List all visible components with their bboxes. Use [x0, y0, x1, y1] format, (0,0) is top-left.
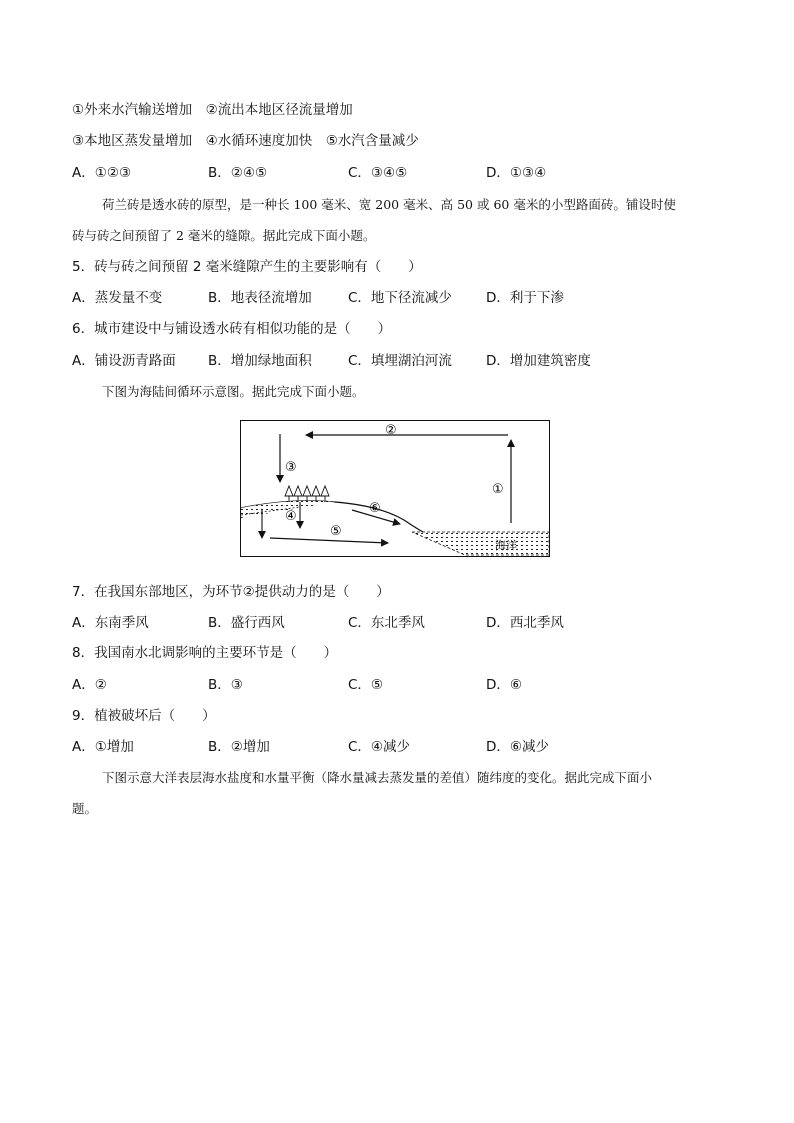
question-6: 6．城市建设中与铺设透水砖有相似功能的是（ ） — [72, 321, 392, 337]
q6-option-a[interactable]: A．铺设沥青路面 — [72, 353, 176, 369]
q8-option-d[interactable]: D．⑥ — [486, 677, 522, 693]
q9-option-c[interactable]: C．④减少 — [348, 739, 411, 755]
q5-option-a[interactable]: A．蒸发量不变 — [72, 290, 163, 306]
q5-option-d[interactable]: D．利于下渗 — [486, 290, 564, 306]
question-9: 9．植被破坏后（ ） — [72, 708, 216, 724]
intro-paragraph-2: 下图为海陆间循环示意图。据此完成下面小题。 — [102, 384, 365, 399]
intro-paragraph-3-line-2: 题。 — [72, 801, 98, 816]
question-8: 8．我国南水北调影响的主要环节是（ ） — [72, 645, 338, 661]
q4-option-d[interactable]: D．①③④ — [486, 165, 547, 181]
water-cycle-diagram — [240, 420, 551, 558]
q6-option-b[interactable]: B．增加绿地面积 — [208, 353, 312, 369]
q7-option-a[interactable]: A．东南季风 — [72, 615, 149, 631]
label-6: ⑥ — [369, 501, 381, 516]
q7-option-d[interactable]: D．西北季风 — [486, 615, 564, 631]
q7-option-c[interactable]: C．东北季风 — [348, 615, 425, 631]
q9-option-a[interactable]: A．①增加 — [72, 739, 134, 755]
q8-option-a[interactable]: A．② — [72, 677, 107, 693]
prev-question-choices-line-1: ①外来水汽输送增加 ②流出本地区径流量增加 — [72, 102, 353, 118]
q4-option-c[interactable]: C．③④⑤ — [348, 165, 408, 181]
q6-option-c[interactable]: C．填埋湖泊河流 — [348, 353, 452, 369]
q7-option-b[interactable]: B．盛行西风 — [208, 615, 285, 631]
intro-paragraph-1-line-2: 砖与砖之间预留了 2 毫米的缝隙。据此完成下面小题。 — [72, 228, 376, 243]
label-1: ① — [492, 482, 504, 497]
q8-option-b[interactable]: B．③ — [208, 677, 243, 693]
question-5: 5．砖与砖之间预留 2 毫米缝隙产生的主要影响有（ ） — [72, 259, 422, 275]
ocean-label: 海洋 — [495, 539, 517, 552]
q5-option-c[interactable]: C．地下径流减少 — [348, 290, 452, 306]
q5-option-b[interactable]: B．地表径流增加 — [208, 290, 312, 306]
label-3: ③ — [285, 460, 297, 475]
label-4: ④ — [285, 509, 297, 524]
label-5: ⑤ — [330, 524, 342, 539]
q4-option-b[interactable]: B．②④⑤ — [208, 165, 268, 181]
q8-option-c[interactable]: C．⑤ — [348, 677, 384, 693]
intro-paragraph-1-line-1: 荷兰砖是透水砖的原型，是一种长 100 毫米、宽 200 毫米、高 50 或 60 毫米的小型路面砖。铺设时使 — [102, 197, 676, 212]
q9-option-d[interactable]: D．⑥减少 — [486, 739, 549, 755]
label-2: ② — [385, 423, 397, 438]
question-7: 7．在我国东部地区，为环节②提供动力的是（ ） — [72, 584, 390, 600]
q9-option-b[interactable]: B．②增加 — [208, 739, 270, 755]
intro-paragraph-3-line-1: 下图示意大洋表层海水盐度和水量平衡（降水量减去蒸发量的差值）随纬度的变化。据此完成下面小 — [102, 770, 653, 785]
q4-option-a[interactable]: A．①②③ — [72, 165, 132, 181]
prev-question-choices-line-2: ③本地区蒸发量增加 ④水循环速度加快 ⑤水汽含量减少 — [72, 133, 419, 149]
q6-option-d[interactable]: D．增加建筑密度 — [486, 353, 591, 369]
